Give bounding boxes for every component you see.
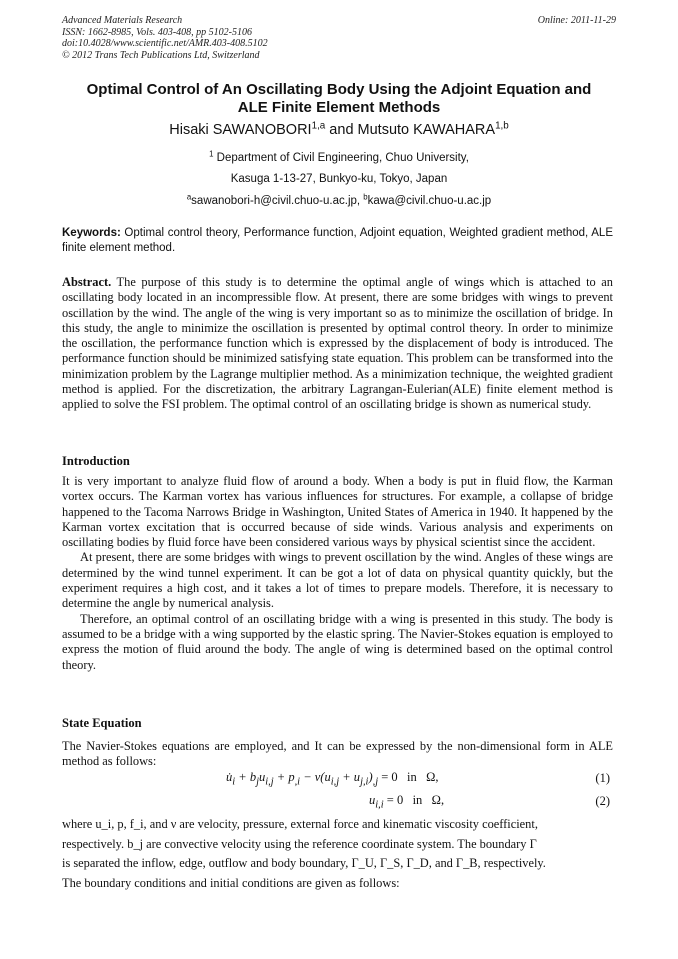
email-b-sup: b [363,192,368,202]
journal-name: Advanced Materials Research [62,15,183,26]
intro-paragraph-2: At present, there are some bridges with wings to prevent oscillation by the wind. Angles of these wings are determined by the wind tunnel experiment. It can be got a lot of data on physical quantity quickly, but the experiment requires a high cost, and it takes a lot of times to prepare models. Therefore, it is necessary to determine the angle by numerical analysis. [62,550,613,611]
equation-1: $u̇_i + b_ju_{i,j} + p_{,i} - \nu(u_{i,j} + u_{j,i})_{,j} = 0$ in Ω, [226,770,439,788]
keywords-label: Keywords: [62,227,121,239]
where-line-4: The boundary conditions and initial conditions are given as follows: [62,875,400,890]
where-line-3: is separated the inflow, edge, outflow and body boundary, Γ_U, Γ_S, Γ_D, and Γ_B, respectively. [62,856,546,870]
where-line-1: where u_i, p, f_i, and ν are velocity, pressure, external force and kinematic viscosity coefficient, [62,817,538,831]
author-and: and [325,122,358,138]
intro-paragraph-3: Therefore, an optimal control of an oscillating bridge with a wing is presented in this study. The body is assumed to be a bridge with a wing supported by the elastic spring. The Navier-Stokes equation is employed to express the motion of fluid around the body. The angle of wing is determined based on the optimal control theory. [62,611,613,672]
journal-copyright: © 2012 Trans Tech Publications Ltd, Switzerland [62,49,260,61]
author-1-sup: 1,a [311,120,326,132]
journal-header [62,15,616,61]
affiliation-address: Kasuga 1-13-27, Bunkyo-ku, Tokyo, Japan [230,173,448,185]
affiliation-sup: 1 [209,149,214,159]
author-1: Hisaki SAWANOBORI [169,122,312,138]
title-line-2: ALE Finite Element Methods [237,99,441,116]
affiliation-emails [40,194,638,208]
where-line-2: respectively. b_j are convective velocity using the reference coordinate system. The boundary Γ [62,836,537,851]
intro-paragraph-1: It is very important to analyze fluid flow of around a body. When a body is put in fluid flow, the Karman vortex occurs. The Karman vortex has various influences for structures. For example, a collapse of bridge happened to the Tacoma Narrows Bridge in Washington, United States of America in 1940. It happened by the Karman vortex excitation that is occurred because of side winds. Various analysis and experiments on oscillating bodies by fluid force have been considered various ways by physical scientist since the accident. [62,474,613,550]
keywords-text: Optimal control theory, Performance function, Adjoint equation, Weighted gradient method, ALE finite element method. [62,227,613,254]
author-list [40,121,638,139]
keywords-block [62,226,613,256]
email-a-sup: a [186,192,192,202]
author-2: Mutsuto KAWAHARA [357,122,496,138]
state-equation-heading: State Equation [62,716,142,730]
state-equation-intro: The Navier-Stokes equations are employed, and It can be expressed by the non-dimensional form in ALE method as follows: [62,739,613,769]
equation-1-number: (1) [595,771,610,785]
abstract-text: The purpose of this study is to determine the optimal angle of wings which is attached to an oscillating body located in an incompressible flow. At present, there are some bridges with wings to prevent oscillation by the wind. The angle of the wing is very important so as to minimize the oscillation of bridge. In this study, the angle to minimize the oscillation is presented by optimal control theory. In order to minimize the oscillation, the performance function which is expressed by the displacement of body is introduced. The performance function should be minimized satisfying state equation. This problem can be transformed into the minimization problem by the Lagrange multiplier method. As a minimization technique, the weighted gradient method is applied. For the discretization, the arbitrary Lagrangan-Eulerian(ALE) finite element method is applied to solve the FSI problem. The optimal control of an oscillating bridge is shown as numerical study. [62,275,613,412]
abstract-label: Abstract. [62,275,112,289]
journal-issn: ISSN: 1662-8985, Vols. 403-408, pp 5102-5106 [62,26,252,38]
email-a: sawanobori-h@civil.chuo-u.ac.jp, [191,195,364,207]
email-b: kawa@civil.chuo-u.ac.jp [367,195,492,207]
abstract-block [62,275,613,413]
affiliation-dept: $^1$ Department of Civil Engineering, Chuo University, [209,149,469,164]
title-line-1: Optimal Control of An Oscillating Body Using the Adjoint Equation and [86,81,592,98]
author-2-sup: 1,b [495,120,509,132]
paper-title [40,81,638,117]
introduction-body [62,474,613,673]
introduction-heading: Introduction [62,454,130,468]
online-date: Online: 2011-11-29 [537,15,616,26]
journal-doi: doi:10.4028/www.scientific.net/AMR.403-408.5102 [62,38,268,49]
equation-2-number: (2) [595,794,610,808]
state-equation-description [62,815,613,893]
equation-2: $u_{i,i} = 0$ in Ω, [369,793,445,811]
